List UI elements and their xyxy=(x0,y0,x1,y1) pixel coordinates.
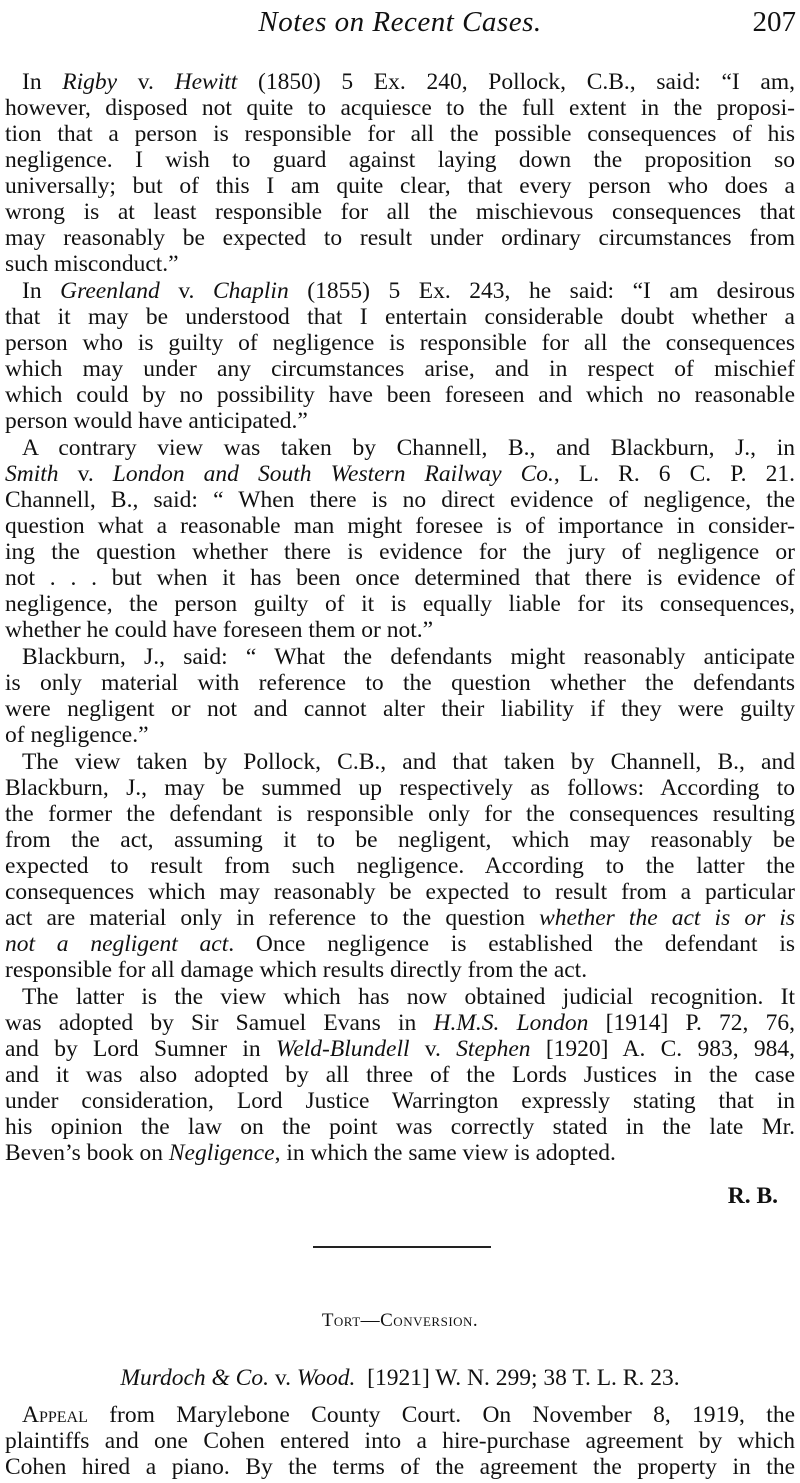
text-line: however, disposed not quite to acquiesce to the full extent in the proposi- xyxy=(5,95,795,121)
text-line: the former the defendant is responsible only for the consequences resulting xyxy=(5,801,795,827)
text-line: his opinion the law on the point was correctly stated in the late Mr. xyxy=(5,1114,795,1140)
text-run: . Once negligence is established the defendant is xyxy=(228,931,795,957)
text-run: v. xyxy=(159,278,213,304)
text-run: , L. R. 6 C. P. 21. xyxy=(553,461,795,487)
text-run: (1855) 5 Ex. 243, he said: “I am desirous xyxy=(288,278,795,304)
text-line: responsible for all damage which results directly from the act. xyxy=(5,957,588,983)
text-run: v. xyxy=(409,1036,457,1062)
text-line: which could by no possibility have been foreseen and which no reasonable xyxy=(5,382,795,408)
text-line: whether he could have foreseen them or not.” xyxy=(5,617,434,643)
text-line: that it may be understood that I entertain considerable doubt whether a xyxy=(5,304,795,330)
small-caps-lead: Appeal xyxy=(22,1402,88,1428)
case-name: London and South Western Railway Co. xyxy=(112,461,554,487)
text-line: of negligence.” xyxy=(5,722,149,748)
section-divider xyxy=(313,1246,491,1248)
text-line: from the act, assuming it to be negligent, which may reasonably be xyxy=(5,827,795,853)
case-name: Rigby xyxy=(62,69,118,95)
case-name: Stephen xyxy=(456,1036,531,1062)
text-line xyxy=(22,278,795,304)
text-line: expected to result from such negligence. According to the latter the xyxy=(5,853,795,879)
text-run: from Marylebone County Court. On November 8, 1919, the xyxy=(87,1402,795,1428)
case-name: H.M.S. London xyxy=(433,1010,589,1036)
text-run: and by Lord Sumner in xyxy=(5,1036,276,1062)
case-name: Hewitt xyxy=(174,69,238,95)
text-run: v. xyxy=(117,69,175,95)
text-run: [1914] P. 72, 76, xyxy=(588,1010,795,1036)
text-line: ing the question whether there is evidence for the jury of negligence or xyxy=(5,539,795,565)
author-initials: R. B. xyxy=(727,1183,778,1209)
case-name: Greenland xyxy=(60,278,160,304)
text-line: question what a reasonable man might foresee is of importance in consider- xyxy=(5,513,795,539)
text-line: Blackburn, J., said: “ What the defendants might reasonably anticipate xyxy=(22,644,795,670)
text-line: were negligent or not and cannot alter their liability if they were guilty xyxy=(5,696,795,722)
text-run: (1850) 5 Ex. 240, Pollock, C.B., said: “I am, xyxy=(237,69,796,95)
text-line xyxy=(5,905,795,931)
running-title: Notes on Recent Cases. xyxy=(258,6,542,38)
case-name: Wood. xyxy=(296,1365,356,1391)
emphasis: not a negligent act xyxy=(5,931,229,957)
section-heading: Tort—Conversion. xyxy=(321,1310,479,1331)
text-line: tion that a person is responsible for all the possible consequences of his xyxy=(5,121,795,147)
text-run: In xyxy=(22,69,63,95)
text-line xyxy=(5,1010,795,1036)
text-line: Channell, B., said: “ When there is no direct evidence of negligence, the xyxy=(5,487,795,513)
text-line: person who is guilty of negligence is responsible for all the consequences xyxy=(5,330,795,356)
text-run: Beven’s book on xyxy=(5,1140,169,1166)
text-line: not . . . but when it has been once determined that there is evidence of xyxy=(5,565,795,591)
text-line: Blackburn, J., may be summed up respectively as follows: According to xyxy=(5,775,795,801)
text-line xyxy=(22,1402,795,1428)
text-line: negligence, the person guilty of it is equally liable for its consequences, xyxy=(5,591,795,617)
text-line xyxy=(5,461,795,487)
text-run: , in which the same view is adopted. xyxy=(274,1140,616,1166)
text-line: The latter is the view which has now obtained judicial recognition. It xyxy=(22,984,795,1010)
text-run: v. xyxy=(268,1365,297,1391)
text-line: may reasonably be expected to result under ordinary circumstances from xyxy=(5,225,795,251)
case-name: Weld-Blundell xyxy=(275,1036,410,1062)
text-line: which may under any circumstances arise, and in respect of mischief xyxy=(5,356,795,382)
text-line: person would have anticipated.” xyxy=(5,408,308,434)
page-number: 207 xyxy=(752,6,796,38)
text-run: In xyxy=(22,278,61,304)
text-line: A contrary view was taken by Channell, B., and Blackburn, J., in xyxy=(22,435,795,461)
text-line: under consideration, Lord Justice Warrington expressly stating that in xyxy=(5,1088,795,1114)
text-run: was adopted by Sir Samuel Evans in xyxy=(5,1010,434,1036)
text-line: The view taken by Pollock, C.B., and that taken by Channell, B., and xyxy=(22,749,795,775)
case-citation-title xyxy=(0,1365,800,1392)
text-line: plaintiffs and one Cohen entered into a hire-purchase agreement by which xyxy=(5,1428,795,1454)
book-title: Negligence xyxy=(168,1140,275,1166)
text-line: consequences which may reasonably be expected to result from a particular xyxy=(5,879,795,905)
text-line xyxy=(5,1140,795,1166)
case-name: Smith xyxy=(5,461,59,487)
text-line: negligence. I wish to guard against laying down the proposition so xyxy=(5,147,795,173)
text-line: Cohen hired a piano. By the terms of the agreement the property in the xyxy=(5,1454,795,1480)
text-line: is only material with reference to the question whether the defendants xyxy=(5,670,795,696)
text-line: universally; but of this I am quite clear, that every person who does a xyxy=(5,173,795,199)
text-line xyxy=(22,69,795,95)
text-line xyxy=(5,931,795,957)
case-name: Chaplin xyxy=(212,278,289,304)
running-head xyxy=(0,6,800,46)
text-line: wrong is at least responsible for all the mischievous consequences that xyxy=(5,199,795,225)
case-name: Murdoch & Co. xyxy=(120,1365,269,1391)
text-line xyxy=(5,1036,795,1062)
citation: [1921] W. N. 299; 38 T. L. R. 23. xyxy=(355,1365,680,1391)
text-line: such misconduct.” xyxy=(5,251,179,277)
text-run: [1920] A. C. 983, 984, xyxy=(530,1036,795,1062)
text-run: act are material only in reference to the question xyxy=(5,905,540,931)
emphasis: whether the act is or is xyxy=(539,905,796,931)
text-line: and it was also adopted by all three of the Lords Justices in the case xyxy=(5,1062,795,1088)
text-run: v. xyxy=(58,461,113,487)
